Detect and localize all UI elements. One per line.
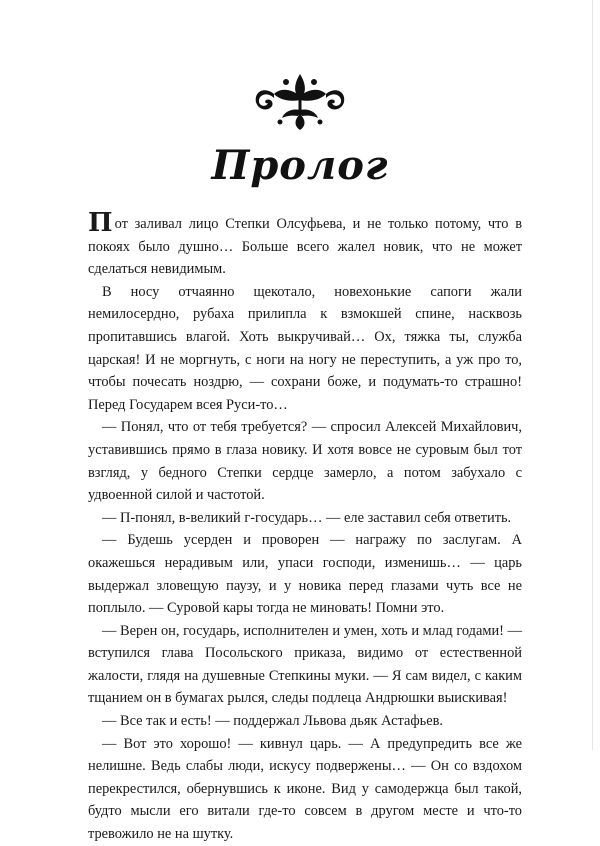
paragraph: — Будешь усерден и проворен — награжу по заслугам. А окажешься нерадивым или, упаси господи, изменишь… — царь выдержал зловещую паузу, и у новика перед глазами чуть все не поплыло. — Суровой кары тогда не миновать! Помни это. [88,532,522,617]
paragraph-text: от заливал лицо Степки Олсуфьева, и не только потому, что в покоях было душно… Больше всего жалел новик, что не может сделаться невидимым. [88,216,522,278]
paragraph: — П-понял, в-великий г-государь… — еле заставил себя ответить. [102,509,512,526]
paragraph: — Верен он, государь, исполнителен и умен, хоть и млад годами! — вступился глава Посольского приказа, видимо от естественной жалости, глядя на душевные Степкины муки. — Я сам видел, с каким тщанием он в бумагах рылся, следы подлеца Андрюшки выискивая! [88,622,522,707]
paragraph: — Понял, что от тебя требуется? — спросил Алексей Михайлович, уставившись прямо в глаза новику. И хотя вовсе не суровым был тот взгляд, у бедного Степки сердце замерло, а потом забухало с удвоенной силой и частотой. [88,419,522,504]
paragraph: — Все так и есть! — поддержал Львова дьяк Астафьев. [102,713,444,730]
page-edge-divider [592,0,593,750]
drop-cap: П [88,208,113,238]
body-text [88,208,522,846]
floral-ornament-icon [246,70,354,132]
paragraph [88,208,522,281]
paragraph: — Вот это хорошо! — кивнул царь. — А предупредить все же нелишне. Ведь слабы люди, искусу подвержены… — Он со вздохом перекрестился, обернувшись к иконе. Вид у самодержца был такой, будто мысли его витали где-то совсем в другом месте и что-то тревожило не на шутку. [88,735,522,843]
paragraph: В носу отчаянно щекотало, новехонькие сапоги жали немилосердно, рубаха прилипла к взмокшей спине, насквозь пропитавшись влагой. Хоть выкручивай… Ох, тяжка ты, служба царская! И не моргнуть, с ноги на ногу не переступить, а уж про то, чтобы почесать ноздрю, — сохрани боже, и подумать-то страшно! Перед Государем всея Руси-то… [88,283,522,413]
chapter-title: Пролог [211,142,389,189]
